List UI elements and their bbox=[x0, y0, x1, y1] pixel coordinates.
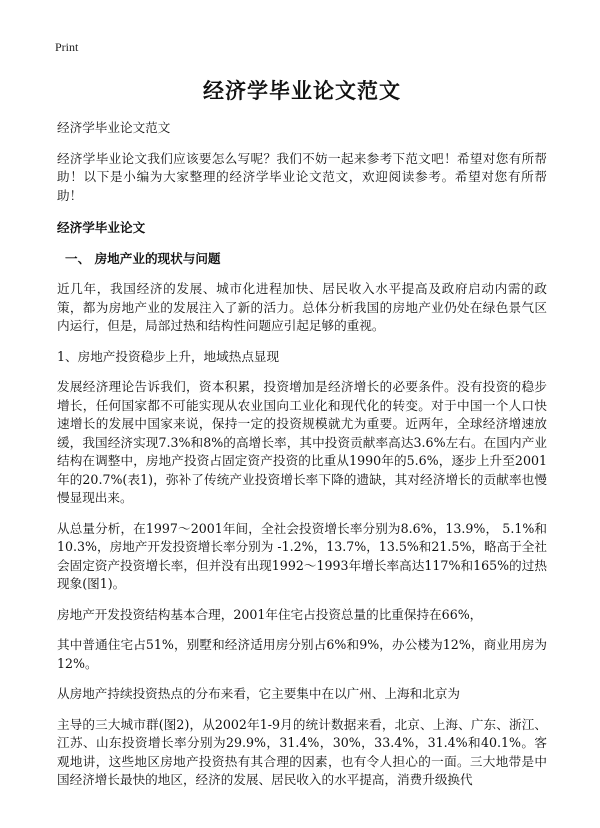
paragraph-total: 从总量分析，在1997～2001年间，全社会投资增长率分别为8.6%，13.9%， 5.1%和10.3%，房地产开发投资增长率分别为 -1.2%，13.7%，13.5%和21.5%，略高于全社会固定资产投资增长率，但并没有出现1992～1993年增长率高达117%和165%的过热现象(图1)。 bbox=[57, 520, 547, 591]
paragraph-hotspots: 从房地产持续投资热点的分布来看，它主要集中在以广州、上海和北京为 bbox=[57, 686, 460, 701]
paragraph-breakdown: 其中普通住宅占51%，别墅和经济适用房分别占6%和9%，办公楼为12%，商业用房为12%。 bbox=[57, 637, 547, 671]
subtitle: 经济学毕业论文范文 bbox=[57, 120, 171, 135]
paragraph-overview: 近几年，我国经济的发展、城市化进程加快、居民收入水平提高及政府启动内需的政策，都为房地产业的发展注入了新的活力。总体分析我国的房地产业仍处在绿色景气区内运行，但是，局部过热和结构性问题应引起足够的重视。 bbox=[57, 281, 547, 333]
point-heading-1: 1、房地产投资稳步上升，地域热点显现 bbox=[57, 348, 280, 364]
section1-heading: 一、 房地产业的现状与问题 bbox=[65, 250, 221, 266]
paragraph-cities: 主导的三大城市群(图2)，从2002年1-9月的统计数据来看，北京、上海、广东、浙江、江苏、山东投资增长率分别为29.9%，31.4%，30%，33.4%，31.4%和40.1%。客观地讲，这些地区房地产投资热有其合理的因素，也有令人担心的一面。三大地带是中国经济增长最快的地区，经济的发展、居民收入的水平提高，消费升级换代 bbox=[57, 716, 547, 787]
intro-paragraph: 经济学毕业论文我们应该要怎么写呢？我们不妨一起来参考下范文吧！希望对您有所帮助！以下是小编为大家整理的经济学毕业论文范文，欢迎阅读参考。希望对您有所帮助！ bbox=[57, 150, 547, 203]
page-title: 经济学毕业论文范文 bbox=[203, 78, 401, 103]
paragraph-structure: 房地产开发投资结构基本合理，2001年住宅占投资总量的比重保持在66%， bbox=[57, 606, 483, 622]
document-page bbox=[57, 40, 547, 802]
print-label: Print bbox=[55, 40, 79, 54]
section-heading: 经济学毕业论文 bbox=[57, 220, 146, 235]
paragraph-theory: 发展经济理论告诉我们，资本积累，投资增加是经济增长的必要条件。没有投资的稳步增长，任何国家都不可能实现从农业国向工业化和现代化的转变。对于中国一个人口快速增长的发展中国家来说，保持一定的投资规模就尤为重要。近两年，全球经济增速放缓，我国经济实现7.3%和8%的高增长率，其中投资贡献率高达3.6%左右。在国内产业结构在调整中，房地产投资占固定资产投资的比重从1990年的5.6%，逐步上升至2001年的20.7%(表1)，弥补了传统产业投资增长率下降的遗缺，其对经济增长的贡献率也慢慢显现出来。 bbox=[57, 379, 547, 505]
